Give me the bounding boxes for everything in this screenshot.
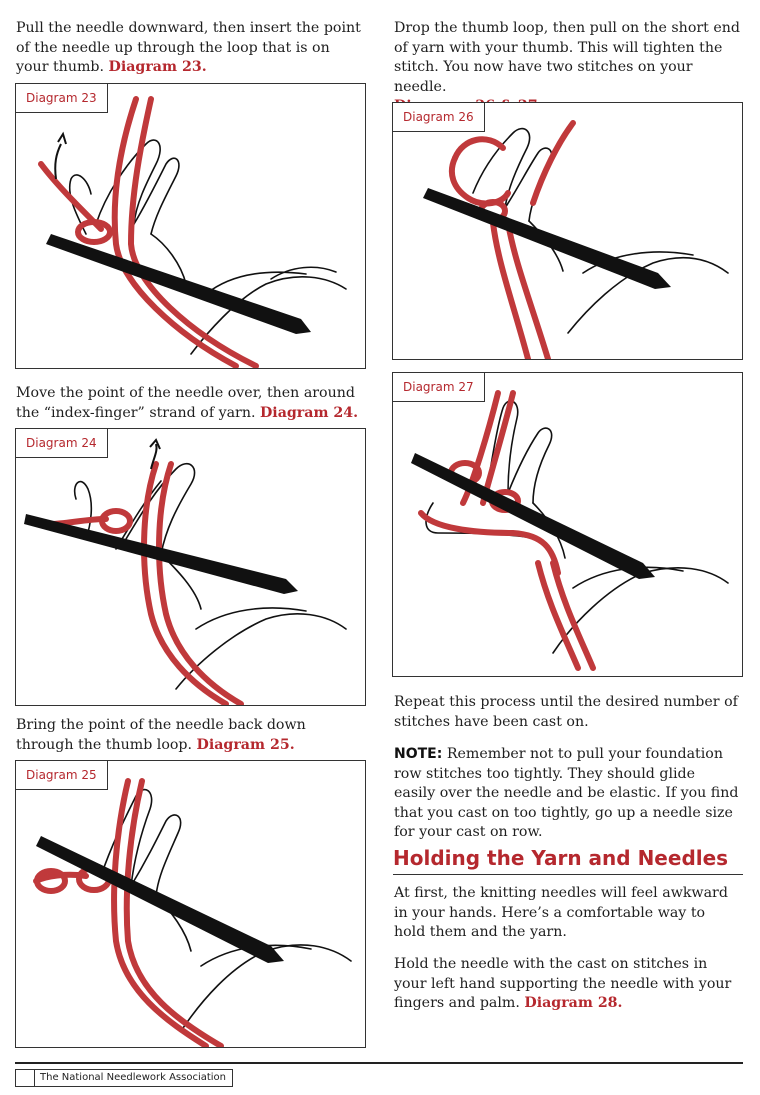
knitting-hand-illustration-icon bbox=[393, 373, 743, 677]
note-label: NOTE: bbox=[394, 746, 443, 762]
diagram-ref: Diagram 24. bbox=[260, 404, 359, 421]
instruction-paragraph-5: Repeat this process until the desired number of stitches have been cast on. bbox=[394, 694, 738, 730]
diagram-label: Diagram 24 bbox=[16, 429, 108, 458]
section-heading: Holding the Yarn and Needles bbox=[393, 845, 743, 875]
instruction-paragraph-4: Drop the thumb loop, then pull on the short end of yarn with your thumb. This will tighten the stitch. You now have two stitches on your needle. bbox=[394, 19, 744, 117]
diagram-ref: Diagram 23. bbox=[108, 59, 207, 75]
diagram-ref: Diagram 25. bbox=[196, 736, 295, 753]
footer-publisher: The National Needlework Association bbox=[34, 1069, 233, 1087]
knitting-hand-illustration-icon bbox=[16, 84, 366, 369]
diagram-label: Diagram 23 bbox=[16, 84, 108, 113]
knitting-hand-illustration-icon bbox=[393, 103, 743, 360]
diagram-24-figure bbox=[15, 428, 366, 706]
knitting-hand-illustration-icon bbox=[16, 761, 366, 1048]
instruction-paragraph-3: Bring the point of the needle back down through the thumb loop. Diagram 25. bbox=[16, 717, 306, 753]
diagram-label: Diagram 27 bbox=[393, 373, 485, 402]
instruction-paragraph-7: Hold the needle with the cast on stitches in your left hand supporting the needle with your fingers and palm. Diagram 28. bbox=[394, 956, 732, 1011]
footer-divider bbox=[15, 1062, 743, 1064]
footer-page-box bbox=[15, 1069, 35, 1087]
diagram-23-figure bbox=[15, 83, 366, 369]
diagram-label: Diagram 25 bbox=[16, 761, 108, 790]
instruction-paragraph-6: At first, the knitting needles will feel awkward in your hands. Here’s a comfortable way to hold them and the yarn. bbox=[394, 885, 728, 940]
note-paragraph: NOTE: Remember not to pull your foundation row stitches too tightly. They should glide easily over the needle and be elastic. If you find that you cast on too tightly, go up a needle size for your cast on row. bbox=[394, 746, 739, 840]
knitting-hand-illustration-icon bbox=[16, 429, 366, 706]
diagram-label: Diagram 26 bbox=[393, 103, 485, 132]
diagram-25-figure bbox=[15, 760, 366, 1048]
diagram-ref: Diagram 28. bbox=[524, 995, 623, 1011]
instruction-paragraph-1: Pull the needle downward, then insert the point of the needle up through the loop that is on your thumb. Diagram 23. bbox=[16, 20, 361, 75]
diagram-26-figure bbox=[392, 102, 743, 360]
diagram-27-figure bbox=[392, 372, 743, 677]
instruction-paragraph-2: Move the point of the needle over, then around the “index-finger” strand of yarn. Diagram 24. bbox=[16, 385, 359, 421]
